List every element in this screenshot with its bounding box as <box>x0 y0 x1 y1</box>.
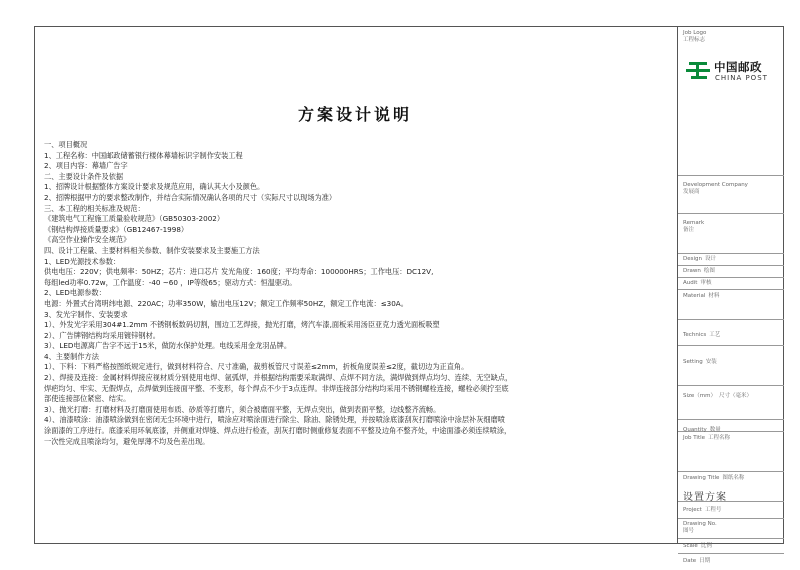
tb-project <box>678 502 784 519</box>
description-line: 1、LED光源技术参数： <box>44 256 121 266</box>
description-line: 3）、LED电源离广告字不远于15米，做防水保护处理。电线采用金龙羽品牌。 <box>44 341 292 351</box>
description-line: 《建筑电气工程施工质量验收规范》（GB50303-2002） <box>44 214 225 224</box>
tb-job-title-en: Job Title <box>683 435 706 441</box>
tb-drawn <box>678 266 784 278</box>
tb-dev-cn: 发展商 <box>683 189 700 195</box>
description-line: 2）、焊接及连接：金属材料焊接应视材质分别使用电焊、氩弧焊，并根据结构需要采取满焊、点焊不同方法，满焊做到焊点均匀、连续、无空缺点， <box>44 373 513 383</box>
tb-technics <box>678 320 784 346</box>
tb-job-logo-cn: 工程标志 <box>683 37 706 43</box>
tb-date <box>678 554 784 570</box>
tb-setting <box>678 346 784 386</box>
tb-job-title-cn: 工程名称 <box>708 435 731 441</box>
description-line: 3）、抛光打磨：打磨材料及打磨面使用布质、砂质等打磨片，须合被磨面平整，无焊点突出，做到表面平整，边线整齐流畅。 <box>44 404 441 414</box>
description-line: 2、项目内容：幕墙广告字 <box>44 161 128 171</box>
tb-size-en: Size（mm） <box>683 393 717 399</box>
description-line: 4、主要制作方法 <box>44 351 99 361</box>
tb-job-title <box>678 432 784 472</box>
tb-drawing-title-en: Drawing Title <box>683 475 720 481</box>
tb-date-en: Date <box>683 558 697 564</box>
description-line: 《钢结构焊接质量要求》（GB12467-1998） <box>44 224 189 234</box>
description-line: 3、发光字制作、安装要求 <box>44 309 128 319</box>
tb-drawing-title-value: 设置方案 <box>683 492 727 503</box>
tb-drawing-title-cn: 图纸名称 <box>722 475 745 481</box>
tb-remark <box>678 214 784 254</box>
description-line: 四、设计工程量、主要材料相关参数、制作安装要求及主要施工方法 <box>44 245 260 255</box>
tb-quantity <box>678 420 784 432</box>
logo-text-cn: 中国邮政 <box>714 60 762 74</box>
description-line: 三、本工程的相关标准及规范： <box>44 203 145 213</box>
tb-audit-en: Audit <box>683 280 698 286</box>
tb-design-en: Design <box>683 256 702 262</box>
description-line: 2）、广告牌钢结构均采用镀锌钢材。 <box>44 330 160 340</box>
tb-quantity-en: Quantity <box>683 427 707 433</box>
tb-project-cn: 工程号 <box>704 507 722 513</box>
tb-design-cn: 设计 <box>705 256 717 262</box>
china-post-emblem-icon <box>686 59 710 83</box>
tb-remark-cn: 备注 <box>683 227 695 233</box>
description-body <box>44 140 669 447</box>
tb-size-cn: 尺寸（毫米） <box>719 393 753 399</box>
tb-scale <box>678 539 784 554</box>
description-line: 1）、下料：下料严格按图纸规定进行，做到材料符合、尺寸准确，裁剪板管尺寸误差≤2mm，折板角度误差≤2度，截切边为正直角。 <box>44 362 469 372</box>
description-line: 2、招牌根据甲方的要求整改制作，并结合实际情况确认各项的尺寸（实际尺寸以现场为准） <box>44 192 337 202</box>
tb-development-company <box>678 176 784 214</box>
description-line: 一次性完成且喷涂均匀，避免厚薄不均及色差出现。 <box>44 436 210 446</box>
description-line: 1）、外发光字采用304#1.2mm 不锈钢板数码切割，围边工艺焊接，抛光打磨，烤汽车漆,面板采用汤臣亚克力透光面板吸塑 <box>44 320 440 330</box>
tb-scale-cn: 比例 <box>700 543 712 549</box>
description-line: 每组led功率0.72w，工作温度：-40 ~60 ，IP等级65；驱动方式：恒温驱动。 <box>44 277 297 287</box>
tb-drawing-title <box>678 472 784 502</box>
logo-text-en: CHINA POST <box>715 74 768 82</box>
title-block <box>677 26 784 564</box>
description-line: 部使连接部位紧密、结实。 <box>44 394 131 404</box>
tb-job-logo <box>678 26 784 176</box>
description-line: 1、招牌设计根据整体方案设计要求及规范应用，确认其大小及颜色。 <box>44 182 265 192</box>
tb-drawing-no-en: Drawing No. <box>683 521 717 527</box>
description-line: 供电电压：220V；供电频率：50HZ；芯片：进口芯片 发光角度：160度；平均寿命：100000HRS；工作电压：DC12V, <box>44 267 434 277</box>
tb-project-en: Project <box>683 507 702 513</box>
tb-job-logo-en: Job Logo <box>683 30 707 36</box>
description-line: 涂面漆的工序进行。底漆采用环氧底漆，并侧重对焊缝、焊点进行检查，刮灰打磨时侧重修复表面不平整及边角不整齐处，中途面漆必须连续喷涂， <box>44 426 512 436</box>
china-post-logo <box>686 58 782 88</box>
tb-technics-cn: 工艺 <box>709 332 721 338</box>
description-line: 《高空作业操作安全规范》 <box>44 235 131 245</box>
tb-material-cn: 材料 <box>708 293 720 299</box>
tb-remark-en: Remark <box>683 220 705 226</box>
tb-material <box>678 290 784 320</box>
description-line: 电源：外置式台湾明纬电源、220AC；功率350W，输出电压12V；额定工作频率50HZ，额定工作电流：≤30A。 <box>44 298 408 308</box>
tb-drawing-no-cn: 图号 <box>683 528 695 534</box>
description-line: 1、工程名称：中国邮政储蓄银行楼体幕墙标识字制作安装工程 <box>44 150 243 160</box>
tb-dev-en: Development Company <box>683 182 748 188</box>
tb-drawn-en: Drawn <box>683 268 701 274</box>
tb-drawn-cn: 绘图 <box>703 268 715 274</box>
tb-setting-cn: 安装 <box>705 359 717 365</box>
tb-technics-en: Technics <box>683 332 707 338</box>
description-line: 2、LED电源参数： <box>44 288 106 298</box>
description-line: 焊疤均匀、牢实、无假焊点，点焊做到连接面平整、不变形，每个焊点不少于3点连焊。非焊连接部分结构均采用不锈钢螺栓连接，螺栓必须拧至底 <box>44 383 509 393</box>
tb-material-en: Material <box>683 293 706 299</box>
tb-audit-cn: 审核 <box>700 280 712 286</box>
tb-design <box>678 254 784 266</box>
tb-scale-en: Scale <box>683 543 698 549</box>
tb-audit <box>678 278 784 290</box>
description-line: 4）、油漆喷涂：油漆喷涂做到在密闭无尘环境中进行，喷涂应对喷涂面进行除尘、除油、除锈处理，并按喷涂底漆刮灰打磨喷涂中涂层补灰细磨喷 <box>44 415 505 425</box>
tb-quantity-cn: 数量 <box>709 427 721 433</box>
description-line: 一、项目概况 <box>44 140 88 149</box>
tb-size <box>678 386 784 420</box>
tb-drawing-no <box>678 519 784 539</box>
document-title: 方案设计说明 <box>298 105 413 124</box>
tb-setting-en: Setting <box>683 359 703 365</box>
tb-date-cn: 日期 <box>699 558 711 564</box>
description-line: 二、主要设计条件及依据 <box>44 171 124 181</box>
